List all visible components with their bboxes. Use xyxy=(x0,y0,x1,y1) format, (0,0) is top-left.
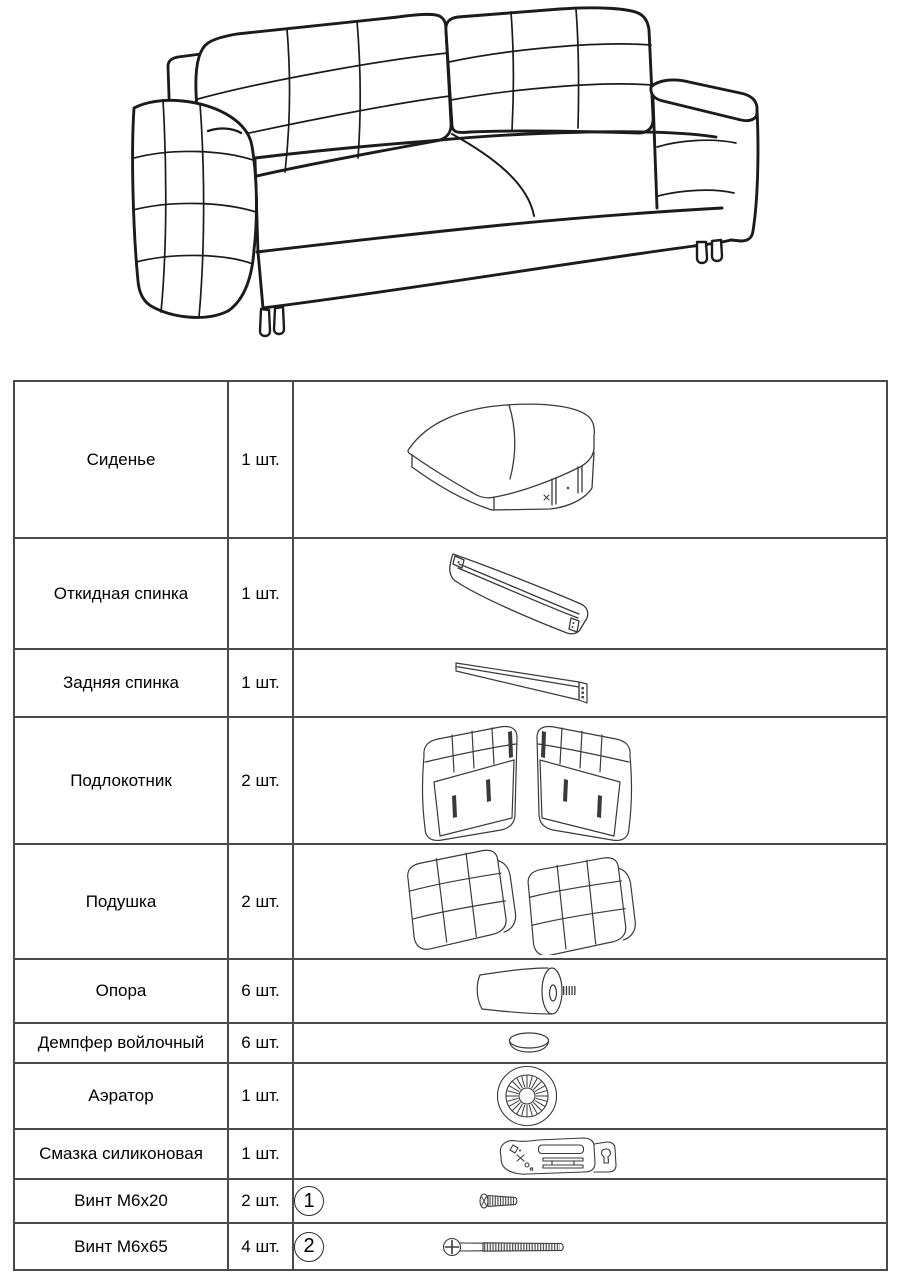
table-row xyxy=(15,960,886,1024)
part-name: Задняя спинка xyxy=(62,673,180,693)
table-row xyxy=(15,1180,886,1224)
part-qty: 4 шт. xyxy=(241,1236,280,1256)
leg-support-icon xyxy=(470,964,580,1018)
part-name: Винт М6х20 xyxy=(74,1191,168,1211)
part-name: Откидная спинка xyxy=(53,583,189,603)
part-qty: 2 шт. xyxy=(241,770,280,790)
table-row xyxy=(15,845,886,960)
part-name: Демпфер войлочный xyxy=(37,1033,205,1053)
table-row xyxy=(15,650,886,718)
cushion-icon xyxy=(398,849,638,955)
part-qty: 6 шт. xyxy=(241,1033,280,1052)
part-qty: 1 шт. xyxy=(241,583,280,603)
badge-number: 2 xyxy=(303,1235,315,1257)
table-row xyxy=(15,718,886,845)
part-qty: 1 шт. xyxy=(241,449,280,469)
step-badge-2 xyxy=(294,1232,324,1262)
part-name: Сиденье xyxy=(86,449,156,469)
aerator-icon xyxy=(495,1064,559,1128)
part-qty: 1 шт. xyxy=(241,1144,280,1163)
rear-back-panel-icon xyxy=(452,658,602,708)
part-name: Подушка xyxy=(85,891,157,911)
part-qty: 1 шт. xyxy=(241,673,280,692)
sofa-line-art-svg xyxy=(0,0,900,372)
part-qty: 2 шт. xyxy=(241,891,280,911)
table-row xyxy=(15,1130,886,1180)
table-row xyxy=(15,539,886,650)
part-name: Смазка силиконовая xyxy=(39,1144,203,1164)
seat-icon xyxy=(402,397,614,523)
part-name: Винт М6х65 xyxy=(74,1236,168,1256)
table-row xyxy=(15,382,886,539)
screw-m6x65-icon xyxy=(443,1236,569,1258)
badge-number: 1 xyxy=(303,1189,315,1212)
part-qty: 2 шт. xyxy=(241,1191,280,1210)
silicone-grease-icon xyxy=(486,1132,622,1176)
parts-table xyxy=(13,380,888,1271)
part-name: Опора xyxy=(95,981,147,1001)
part-name: Подлокотник xyxy=(70,770,172,790)
folding-backrest-icon xyxy=(433,544,601,644)
sofa-illustration xyxy=(0,0,900,372)
part-qty: 6 шт. xyxy=(241,981,280,1000)
table-row xyxy=(15,1224,886,1269)
part-name: Аэратор xyxy=(88,1086,154,1106)
armrest-icon xyxy=(412,720,642,842)
screw-m6x20-icon xyxy=(477,1192,523,1210)
felt-damper-icon xyxy=(506,1031,552,1055)
table-row xyxy=(15,1024,886,1064)
part-qty: 1 шт. xyxy=(241,1086,280,1105)
table-row xyxy=(15,1064,886,1130)
step-badge-1 xyxy=(294,1186,324,1216)
